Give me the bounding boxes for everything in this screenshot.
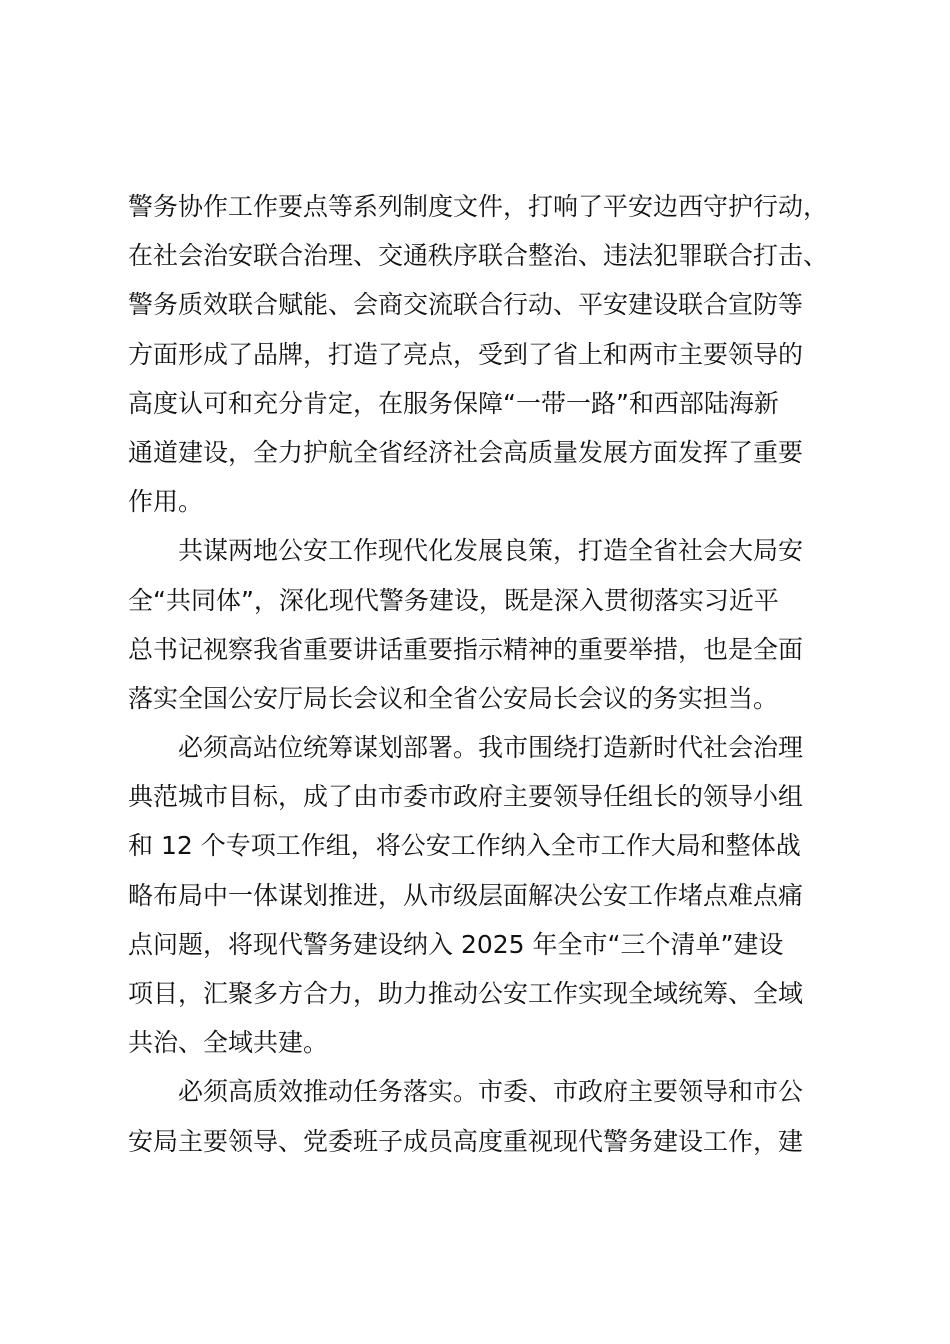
text-line: 点问题，将现代警务建设纳入 2025 年全市“三个清单”建设 xyxy=(128,929,784,959)
text-line: 作用。 xyxy=(128,487,204,517)
text-line: 总书记视察我省重要讲话重要指示精神的重要举措，也是全面 xyxy=(128,634,804,664)
text-line: 方面形成了品牌，打造了亮点，受到了省上和两市主要领导的 xyxy=(128,339,804,369)
text-line: 通道建设，全力护航全省经济社会高质量发展方面发挥了重要 xyxy=(128,437,804,467)
text-line: 落实全国公安厅局长会议和全省公安局长会议的务实担当。 xyxy=(128,683,779,713)
text-line: 和 12 个专项工作组，将公安工作纳入全市工作大局和整体战 xyxy=(128,831,801,861)
text-line: 警务协作工作要点等系列制度文件，打响了平安边西守护行动， xyxy=(128,192,829,221)
text-line: 全“共同体”，深化现代警务建设，既是深入贯彻落实习近平 xyxy=(128,585,779,615)
text-line: 略布局中一体谋划推进，从市级层面解决公安工作堵点难点痛 xyxy=(128,880,804,910)
text-line: 共谋两地公安工作现代化发展良策，打造全省社会大局安 xyxy=(178,536,804,566)
text-line: 共治、全域共建。 xyxy=(128,1028,329,1058)
text-line: 项目，汇聚多方合力，助力推动公安工作实现全域统筹、全域 xyxy=(128,979,804,1008)
paragraph-2 xyxy=(128,526,840,723)
paragraph-4 xyxy=(128,1067,840,1165)
paragraph-1 xyxy=(128,182,840,526)
text-line: 典范城市目标，成了由市委市政府主要领导任组长的领导小组 xyxy=(128,782,804,812)
text-line: 高度认可和充分肯定，在服务保障“一带一路”和西部陆海新 xyxy=(128,388,779,418)
text-line: 安局主要领导、党委班子成员高度重视现代警务建设工作，建 xyxy=(128,1126,804,1156)
paragraph-3 xyxy=(128,723,840,1067)
body-text xyxy=(128,182,840,1166)
text-line: 警务质效联合赋能、会商交流联合行动、平安建设联合宣防等 xyxy=(128,290,804,320)
text-line: 必须高质效推动任务落实。市委、市政府主要领导和市公 xyxy=(178,1077,804,1107)
text-line: 必须高站位统筹谋划部署。我市围绕打造新时代社会治理 xyxy=(178,733,804,763)
text-line: 在社会治安联合治理、交通秩序联合整治、违法犯罪联合打击、 xyxy=(128,241,829,271)
